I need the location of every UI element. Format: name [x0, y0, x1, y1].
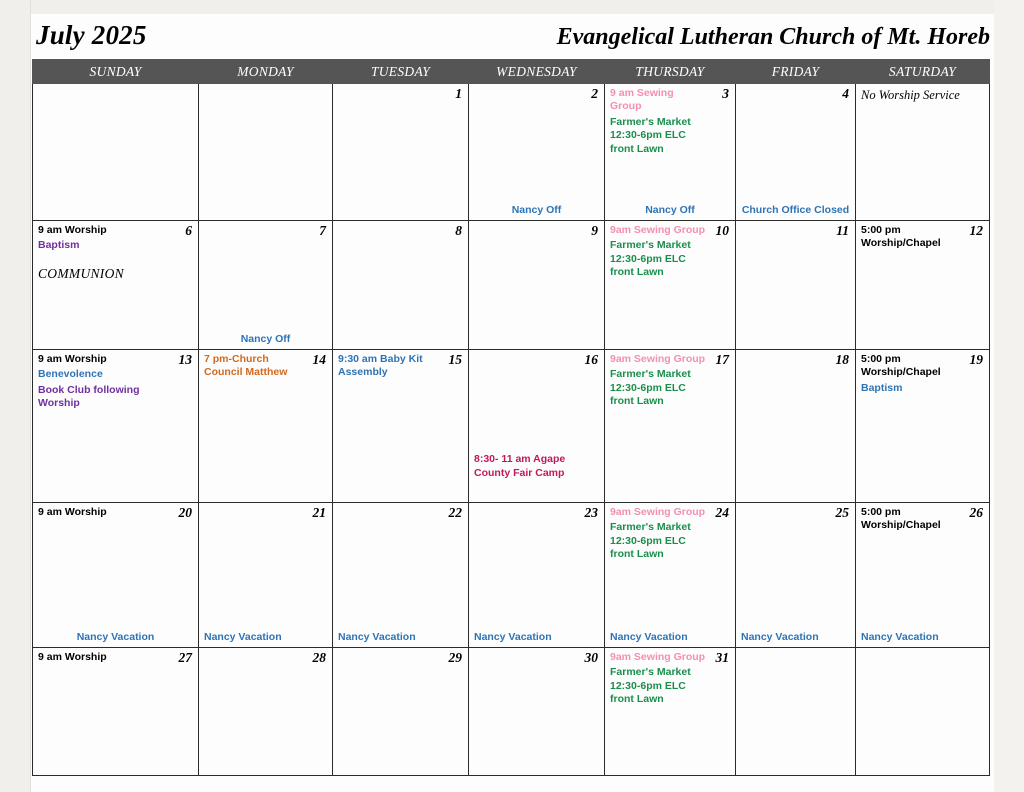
- day-cell-content: [469, 648, 604, 775]
- calendar-event[interactable]: Farmer's Market 12:30-6pm ELC front Lawn: [610, 239, 691, 279]
- calendar-event[interactable]: Book Club following Worship: [38, 383, 140, 410]
- calendar-day-cell[interactable]: [469, 648, 605, 776]
- calendar-day-cell[interactable]: [605, 648, 736, 776]
- day-cell-content: [33, 350, 198, 502]
- calendar-day-cell[interactable]: [199, 648, 333, 776]
- calendar-day-cell[interactable]: [736, 84, 856, 221]
- calendar-event[interactable]: Baptism: [38, 239, 80, 252]
- day-cell-content: [33, 84, 198, 220]
- calendar-day-cell[interactable]: [469, 221, 605, 350]
- calendar-event[interactable]: Nancy Vacation: [76, 630, 155, 643]
- day-cell-content: [33, 503, 198, 647]
- day-cell-content: [856, 350, 989, 502]
- day-number: 9: [591, 223, 598, 238]
- weekday-header-sunday: SUNDAY: [33, 60, 199, 84]
- weekday-header-wednesday: WEDNESDAY: [469, 60, 605, 84]
- calendar-day-cell[interactable]: [33, 221, 199, 350]
- day-cell-content: [856, 503, 989, 647]
- calendar-day-cell[interactable]: [605, 350, 736, 503]
- calendar-event[interactable]: Benevolence: [38, 368, 103, 381]
- day-cell-content: [605, 350, 735, 502]
- calendar-event[interactable]: 9 am Worship: [38, 224, 107, 236]
- calendar-day-cell[interactable]: [199, 350, 333, 503]
- day-cell-content: [333, 350, 468, 502]
- day-number: 30: [584, 650, 598, 665]
- day-cell-content: [199, 221, 332, 349]
- calendar-day-cell[interactable]: [736, 648, 856, 776]
- day-cell-content: [856, 221, 989, 349]
- weekday-header-saturday: SATURDAY: [856, 60, 990, 84]
- day-number: 8: [455, 223, 462, 238]
- calendar-day-cell[interactable]: [856, 350, 990, 503]
- day-cell-content: [605, 648, 735, 775]
- day-number: 2: [591, 86, 598, 101]
- calendar-header: [32, 16, 992, 59]
- day-number: 19: [969, 352, 983, 367]
- page-edge-right: [994, 0, 1024, 792]
- day-number: 13: [178, 352, 192, 367]
- day-cell-content: [199, 350, 332, 502]
- calendar-day-cell[interactable]: [605, 84, 736, 221]
- calendar-event[interactable]: 9 am Sewing Group: [610, 87, 674, 113]
- day-number: 22: [448, 505, 462, 520]
- calendar-event[interactable]: 9 am Worship: [38, 506, 107, 518]
- weekday-header-thursday: THURSDAY: [605, 60, 736, 84]
- day-number: 12: [969, 223, 983, 238]
- calendar-day-cell[interactable]: [605, 503, 736, 648]
- page-edge-left: [0, 0, 31, 792]
- calendar-event[interactable]: COMMUNION: [38, 265, 124, 281]
- day-cell-content: [469, 84, 604, 220]
- calendar-day-cell[interactable]: [856, 221, 990, 350]
- day-number: 23: [584, 505, 598, 520]
- day-number: 3: [722, 86, 729, 101]
- calendar-event[interactable]: Church Office Closed: [741, 203, 850, 216]
- calendar-event[interactable]: Nancy Off: [240, 332, 291, 345]
- day-number: 31: [715, 650, 729, 665]
- day-cell-content: [33, 648, 198, 775]
- day-cell-content: [856, 648, 989, 775]
- day-number: 18: [835, 352, 849, 367]
- calendar-week-row: [33, 503, 990, 648]
- day-number: 29: [448, 650, 462, 665]
- calendar-event[interactable]: 9 am Worship: [38, 651, 107, 663]
- day-cell-content: [605, 221, 735, 349]
- calendar-day-cell[interactable]: [736, 350, 856, 503]
- calendar-day-cell[interactable]: [33, 350, 199, 503]
- calendar-day-cell[interactable]: [856, 648, 990, 776]
- calendar-day-cell[interactable]: [856, 503, 990, 648]
- calendar-day-cell[interactable]: [199, 221, 333, 350]
- day-number: 14: [312, 352, 326, 367]
- church-title: Evangelical Lutheran Church of Mt. Horeb: [556, 24, 990, 50]
- calendar-day-cell[interactable]: [736, 503, 856, 648]
- day-number: 16: [584, 352, 598, 367]
- calendar-event[interactable]: 7 pm-Church Council Matthew: [204, 353, 288, 379]
- calendar-event[interactable]: 8:30- 11 am Agape County Fair Camp: [474, 453, 566, 479]
- calendar-week-row: [33, 221, 990, 350]
- calendar-day-cell[interactable]: [856, 84, 990, 221]
- calendar-event[interactable]: Nancy Vacation: [338, 630, 416, 643]
- month-title: July 2025: [36, 20, 147, 50]
- calendar-day-cell[interactable]: [469, 350, 605, 503]
- calendar-event[interactable]: 9:30 am Baby Kit Assembly: [338, 353, 423, 379]
- day-number: 4: [842, 86, 849, 101]
- day-number: 24: [715, 505, 729, 520]
- calendar-day-cell[interactable]: [33, 84, 199, 221]
- weekday-header-row: [33, 60, 990, 84]
- day-cell-content: [605, 503, 735, 647]
- day-cell-content: [333, 503, 468, 647]
- calendar-day-cell[interactable]: [333, 84, 469, 221]
- day-cell-content: [333, 648, 468, 775]
- day-cell-content: [856, 84, 989, 220]
- day-cell-content: [199, 648, 332, 775]
- calendar-event[interactable]: Nancy Off: [511, 203, 562, 216]
- day-cell-content: [736, 350, 855, 502]
- calendar-event[interactable]: No Worship Service: [861, 88, 960, 102]
- day-number: 20: [178, 505, 192, 520]
- day-number: 26: [969, 505, 983, 520]
- calendar-event[interactable]: 5:00 pm Worship/Chapel: [861, 353, 941, 379]
- calendar-day-cell[interactable]: [469, 503, 605, 648]
- calendar-table: [32, 59, 990, 776]
- calendar-event[interactable]: 5:00 pm Worship/Chapel: [861, 506, 941, 532]
- day-cell-content: [736, 648, 855, 775]
- day-cell-content: [736, 84, 855, 220]
- calendar-day-cell[interactable]: [333, 503, 469, 648]
- calendar-day-cell[interactable]: [333, 221, 469, 350]
- day-cell-content: [736, 503, 855, 647]
- calendar-week-row: [33, 648, 990, 776]
- calendar-day-cell[interactable]: [33, 648, 199, 776]
- calendar-event[interactable]: 9 am Worship: [38, 353, 107, 365]
- weekday-header-monday: MONDAY: [199, 60, 333, 84]
- calendar-day-cell[interactable]: [469, 84, 605, 221]
- calendar-event[interactable]: Farmer's Market 12:30-6pm ELC front Lawn: [610, 115, 691, 155]
- day-number: 6: [185, 223, 192, 238]
- calendar-event[interactable]: Nancy Vacation: [204, 630, 282, 643]
- calendar-event[interactable]: 9am Sewing Group: [610, 224, 706, 236]
- calendar-event[interactable]: Nancy Vacation: [861, 630, 939, 643]
- calendar-week-row: [33, 84, 990, 221]
- calendar-event[interactable]: Nancy Vacation: [610, 630, 688, 643]
- calendar-event[interactable]: Farmer's Market 12:30-6pm ELC front Lawn: [610, 521, 691, 561]
- day-cell-content: [469, 503, 604, 647]
- calendar-event[interactable]: 5:00 pm Worship/Chapel: [861, 224, 941, 250]
- calendar-event[interactable]: Farmer's Market 12:30-6pm ELC front Lawn: [610, 666, 691, 706]
- calendar-day-cell[interactable]: [333, 350, 469, 503]
- page-edge-top: [0, 0, 1024, 14]
- day-cell-content: [333, 84, 468, 220]
- day-number: 10: [715, 223, 729, 238]
- day-cell-content: [605, 84, 735, 220]
- day-number: 21: [312, 505, 326, 520]
- calendar-day-cell[interactable]: [333, 648, 469, 776]
- day-number: 7: [319, 223, 326, 238]
- calendar-event[interactable]: 9am Sewing Group: [610, 651, 706, 663]
- day-number: 25: [835, 505, 849, 520]
- calendar-event[interactable]: Farmer's Market 12:30-6pm ELC front Lawn: [610, 368, 691, 408]
- calendar-day-cell[interactable]: [199, 84, 333, 221]
- day-cell-content: [199, 503, 332, 647]
- calendar-day-cell[interactable]: [605, 221, 736, 350]
- calendar-content: [32, 16, 992, 776]
- calendar-event[interactable]: 9am Sewing Group: [610, 506, 706, 518]
- day-cell-content: [333, 221, 468, 349]
- weekday-header-friday: FRIDAY: [736, 60, 856, 84]
- day-number: 1: [455, 86, 462, 101]
- calendar-event[interactable]: 9am Sewing Group: [610, 353, 706, 365]
- day-cell-content: [469, 221, 604, 349]
- day-cell-content: [469, 350, 604, 502]
- day-number: 28: [312, 650, 326, 665]
- calendar-event[interactable]: Nancy Off: [645, 203, 695, 216]
- calendar-day-cell[interactable]: [33, 503, 199, 648]
- calendar-event[interactable]: Nancy Vacation: [741, 630, 819, 643]
- calendar-week-row: [33, 350, 990, 503]
- calendar-day-cell[interactable]: [736, 221, 856, 350]
- day-cell-content: [33, 221, 198, 349]
- day-number: 17: [715, 352, 729, 367]
- calendar-event[interactable]: Nancy Vacation: [474, 630, 552, 643]
- day-cell-content: [736, 221, 855, 349]
- calendar-day-cell[interactable]: [199, 503, 333, 648]
- day-number: 27: [178, 650, 192, 665]
- day-number: 15: [448, 352, 462, 367]
- day-number: 11: [836, 223, 849, 238]
- calendar-event[interactable]: Baptism: [861, 381, 903, 394]
- weekday-header-tuesday: TUESDAY: [333, 60, 469, 84]
- day-cell-content: [199, 84, 332, 220]
